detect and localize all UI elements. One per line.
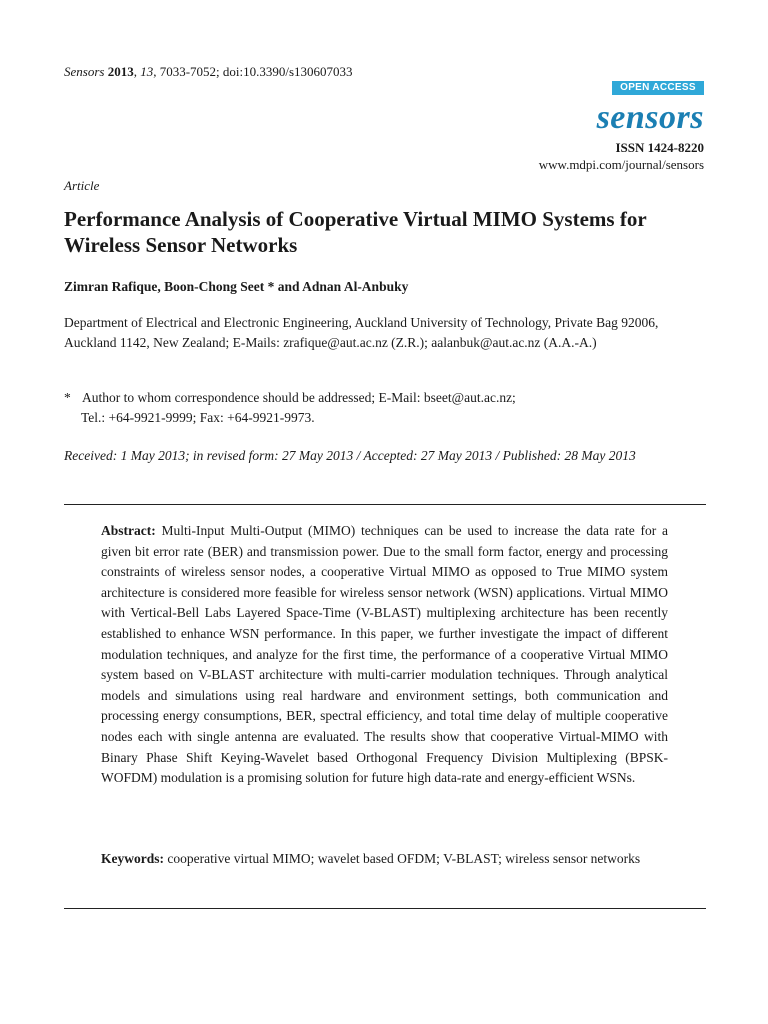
paper-title: Performance Analysis of Cooperative Virtual MIMO Systems for Wireless Sensor Networks <box>64 207 647 257</box>
abstract-label: Abstract: <box>101 523 156 538</box>
affiliation: Department of Electrical and Electronic Engineering, Auckland University of Technology, Private Bag 92006, Auckland 1142, New Zealand; E-Mails: zrafique@aut.ac.nz (Z.R.); aalanbuk@aut.ac.nz (A.A.-A.) <box>64 315 659 350</box>
keywords <box>101 848 668 869</box>
citation-volume: 13 <box>140 64 154 79</box>
correspondence-line-1: Author to whom correspondence should be addressed; E-Mail: bseet@aut.ac.nz; <box>82 390 516 405</box>
journal-citation: Sensors 2013, 13, 7033-7052; doi:10.3390/s130607033 <box>64 64 353 79</box>
correspondence-note <box>64 388 704 428</box>
citation-pages-doi: , 7033-7052; doi:10.3390/s130607033 <box>153 64 353 79</box>
top-divider <box>64 504 706 505</box>
publication-dates: Received: 1 May 2013; in revised form: 27 May 2013 / Accepted: 27 May 2013 / Published: 28 May 2013 <box>64 448 636 463</box>
abstract <box>101 521 668 789</box>
keywords-text: cooperative virtual MIMO; wavelet based OFDM; V-BLAST; wireless sensor networks <box>167 851 641 866</box>
citation-year: 2013 <box>107 64 134 79</box>
correspondence-mark: * <box>64 390 71 405</box>
journal-url[interactable]: www.mdpi.com/journal/sensors <box>538 157 704 172</box>
issn: ISSN 1424-8220 <box>615 140 704 155</box>
correspondence-line-2: Tel.: +64-9921-9999; Fax: +64-9921-9973. <box>81 410 315 425</box>
bottom-divider <box>64 908 706 909</box>
journal-logo: sensors <box>596 99 704 136</box>
open-access-badge: OPEN ACCESS <box>612 81 704 95</box>
citation-journal: Sensors <box>64 64 105 79</box>
author-list: Zimran Rafique, Boon-Chong Seet * and Adnan Al-Anbuky <box>64 279 409 294</box>
abstract-text: Multi-Input Multi-Output (MIMO) techniques can be used to increase the data rate for a given bit error rate (BER) and transmission power. Due to the small form factor, energy and processing constraints of wireless sensor nodes, a cooperative Virtual MIMO as opposed to True MIMO system architecture is considered more feasible for wireless sensor network (WSN) applications. Virtual MIMO with Vertical-Bell Labs Layered Space-Time (V-BLAST) multiplexing architecture has been recently established to enhance WSN performance. In this paper, we further investigate the impact of different modulation techniques, and analyze for the first time, the performance of a cooperative Virtual MIMO system based on V-BLAST architecture with multi-carrier modulation techniques. Through analytical models and simulations using real hardware and environment settings, both communication and processing energy consumptions, BER, spectral efficiency, and total time delay of multiple cooperative nodes each with single antenna are evaluated. The results show that cooperative Virtual-MIMO with Binary Phase Shift Keying-Wavelet based Orthogonal Frequency Division Multiplexing (BPSK-WOFDM) modulation is a promising solution for future high data-rate and energy-efficient WSNs. <box>101 523 669 786</box>
keywords-label: Keywords: <box>101 851 164 866</box>
article-type: Article <box>64 178 100 193</box>
